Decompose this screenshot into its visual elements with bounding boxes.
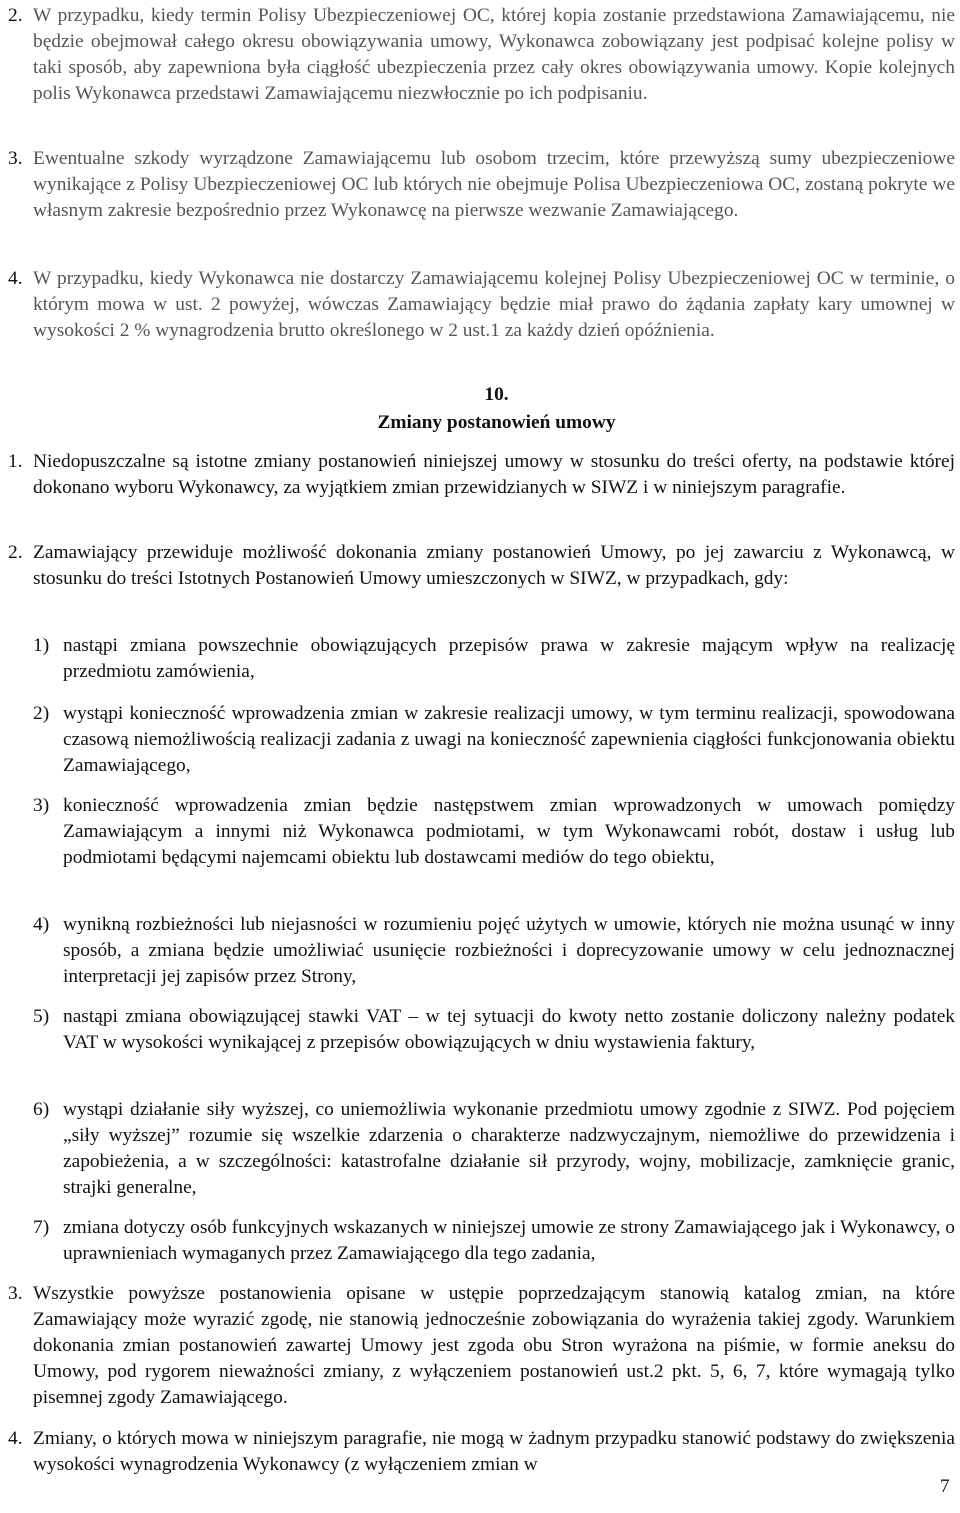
subitem-text: konieczność wprowadzenia zmian będzie następstwem zmian wprowadzonych w umowach pomiędzy Zamawiającym a innymi niż Wykonawca podmiotami, w tym Wykonawcami robót, dostaw i usług lub podmiotami będącymi najemcami obiektu lub dostawcami mediów do tego obiektu,	[63, 795, 955, 868]
item-text: Wszystkie powyższe postanowienia opisane w ustępie poprzedzającym stanowią katalog zmian, na które Zamawiający może wyrazić zgodę, nie stanowią jednocześnie zobowiązania do wyrażenia takiej zgody. Warunkiem dokonania zmian postanowień zawartej Umowy jest zgoda obu Stron wyrażona na piśmie, w formie aneksu do Umowy, pod rygorem nieważności zmiany, z wyłączeniem postanowień ust.2 pkt. 5, 6, 7, które wymagają tylko pisemnej zgody Zamawiającego.	[33, 1283, 955, 1408]
paragraph-4	[8, 266, 955, 344]
paragraph-number: 2.	[8, 5, 23, 26]
paragraph-3	[8, 146, 955, 224]
item-4	[8, 1426, 955, 1478]
page-number: 7	[940, 1476, 950, 1497]
subitem-2	[33, 701, 955, 779]
subitem-number: 5)	[33, 1006, 50, 1027]
subitem-number: 4)	[33, 914, 50, 935]
paragraph-text: W przypadku, kiedy Wykonawca nie dostarczy Zamawiającemu kolejnej Polisy Ubezpieczeniowej OC w terminie, o którym mowa w ust. 2 powyżej, wówczas Zamawiający będzie miał prawo do żądania zapłaty kary umownej w wysokości 2 % wynagrodzenia brutto określonego w 2 ust.1 za każdy dzień opóźnienia.	[33, 268, 955, 341]
section-title: Zmiany postanowień umowy	[377, 412, 616, 433]
subitem-5	[33, 1004, 955, 1056]
subitem-text: nastąpi zmiana obowiązującej stawki VAT – w tej sytuacji do kwoty netto zostanie doliczony należny podatek VAT w wysokości wynikającej z przepisów obowiązujących w dniu wystawienia faktury,	[63, 1006, 955, 1053]
subitem-1	[33, 633, 955, 685]
subitem-number: 6)	[33, 1099, 50, 1120]
subitem-number: 3)	[33, 795, 50, 816]
paragraph-2	[8, 3, 955, 107]
item-number: 4.	[8, 1428, 23, 1449]
item-number: 1.	[8, 451, 23, 472]
paragraph-text: W przypadku, kiedy termin Polisy Ubezpieczeniowej OC, której kopia zostanie przedstawiona Zamawiającemu, nie będzie obejmował całego okresu obowiązywania umowy, Wykonawca zobowiązany jest podpisać kolejne polisy w taki sposób, aby zapewniona była ciągłość ubezpieczenia przez cały okres obowiązywania umowy. Kopie kolejnych polis Wykonawca przedstawi Zamawiającemu niezwłocznie po ich podpisaniu.	[33, 5, 955, 104]
item-1	[8, 449, 955, 501]
paragraph-number: 3.	[8, 148, 23, 169]
subitem-4	[33, 912, 955, 990]
subitem-number: 7)	[33, 1217, 50, 1238]
item-number: 2.	[8, 542, 23, 563]
subitem-6	[33, 1097, 955, 1201]
paragraph-number: 4.	[8, 268, 23, 289]
subitem-3	[33, 793, 955, 871]
subitem-number: 1)	[33, 635, 50, 656]
subitem-text: zmiana dotyczy osób funkcyjnych wskazanych w niniejszej umowie ze strony Zamawiającego jak i Wykonawcy, o uprawnieniach wymaganych przez Zamawiającego dla tego zadania,	[63, 1217, 955, 1264]
section-number: 10.	[484, 384, 509, 405]
paragraph-text: Ewentualne szkody wyrządzone Zamawiającemu lub osobom trzecim, które przewyższą sumy ubezpieczeniowe wynikające z Polisy Ubezpieczeniowej OC lub których nie obejmuje Polisa Ubezpieczeniowa OC, zostaną pokryte we własnym zakresie bezpośrednio przez Wykonawcę na pierwsze wezwanie Zamawiającego.	[33, 148, 955, 221]
subitem-text: wynikną rozbieżności lub niejasności w rozumieniu pojęć użytych w umowie, których nie można usunąć w inny sposób, a zmiana będzie umożliwiać usunięcie rozbieżności i doprecyzowanie umowy w celu jednoznacznej interpretacji jej zapisów przez Strony,	[63, 914, 955, 987]
item-text: Zmiany, o których mowa w niniejszym paragrafie, nie mogą w żadnym przypadku stanowić podstawy do zwiększenia wysokości wynagrodzenia Wykonawcy (z wyłączeniem zmian w	[33, 1428, 955, 1475]
item-3	[8, 1281, 955, 1411]
subitem-7	[33, 1215, 955, 1267]
item-text: Niedopuszczalne są istotne zmiany postanowień niniejszej umowy w stosunku do treści oferty, na podstawie której dokonano wyboru Wykonawcy, za wyjątkiem zmian przewidzianych w SIWZ i w niniejszym paragrafie.	[33, 451, 955, 498]
item-text: Zamawiający przewiduje możliwość dokonania zmiany postanowień Umowy, po jej zawarciu z Wykonawcą, w stosunku do treści Istotnych Postanowień Umowy umieszczonych w SIWZ, w przypadkach, gdy:	[33, 542, 955, 589]
subitem-number: 2)	[33, 703, 50, 724]
item-2	[8, 540, 955, 592]
subitem-text: wystąpi konieczność wprowadzenia zmian w zakresie realizacji umowy, w tym terminu realizacji, spowodowana czasową niemożliwością realizacji zadania z uwagi na konieczność zapewnienia ciągłości funkcjonowania obiektu Zamawiającego,	[63, 703, 955, 776]
item-number: 3.	[8, 1283, 23, 1304]
subitem-text: wystąpi działanie siły wyższej, co uniemożliwia wykonanie przedmiotu umowy zgodnie z SIWZ. Pod pojęciem „siły wyższej” rozumie się wszelkie zdarzenia o charakterze nadzwyczajnym, niemożliwe do przewidzenia i zapobieżenia, a w szczególności: katastrofalne działanie sił przyrody, wojny, mobilizacje, zamknięcie granic, strajki generalne,	[63, 1099, 955, 1198]
subitem-text: nastąpi zmiana powszechnie obowiązujących przepisów prawa w zakresie mającym wpływ na realizację przedmiotu zamówienia,	[63, 635, 955, 682]
